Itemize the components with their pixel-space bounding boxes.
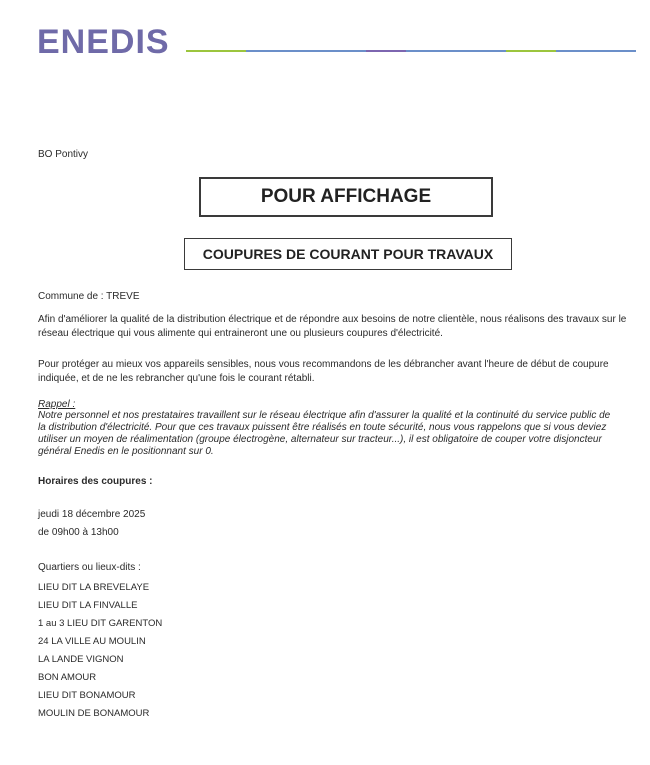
office-name: BO Pontivy [38,149,89,160]
enedis-logo [37,22,179,60]
outage-time: de 09h00 à 13h00 [38,527,119,538]
list-item: LIEU DIT LA FINVALLE [38,600,138,611]
notice-title: POUR AFFICHAGE [260,186,432,207]
places-list [38,579,162,723]
list-item: LIEU DIT LA BREVELAYE [38,582,150,593]
outage-date: jeudi 18 décembre 2025 [38,509,146,520]
list-item: MOULIN DE BONAMOUR [38,708,150,719]
svg-text:ENEDIS: ENEDIS [37,23,170,60]
list-item: LA LANDE VIGNON [38,654,124,665]
list-item: BON AMOUR [38,672,97,683]
horaires-title: Horaires des coupures : [38,476,153,487]
notice-title-box [199,177,493,217]
advice-paragraph: Pour protéger au mieux vos appareils sensibles, nous vous recommandons de les débrancher avant l'heure de début de coupure indiquée, et de ne les rebrancher qu'une fois le courant rétabli. [38,359,609,384]
intro-paragraph: Afin d'améliorer la qualité de la distribution électrique et de répondre aux besoins de notre clientèle, nous réalisons des travaux sur le réseau électrique qui vous alimente qui entraineront une ou plusieurs coupures d'électricité. [38,314,627,339]
commune: Commune de : TREVE [38,291,140,302]
quartiers-title: Quartiers ou lieux-dits : [38,562,141,573]
rappel-title: Rappel : [38,399,76,410]
list-item: LIEU DIT BONAMOUR [38,690,136,701]
notice-subtitle-box [184,238,512,270]
notice-subtitle: COUPURES DE COURANT POUR TRAVAUX [202,246,494,262]
rappel-body: Notre personnel et nos prestataires travaillent sur le réseau électrique afin d'assurer la qualité et la continuité du service public de la distribution d'électricité. Pour que ces travaux puissent être réalisés en toute sécurité, nous vous rappelons que si vous deviez utiliser un moyen de réalimentation (groupe électrogène, alternateur sur tracteur...), il est obligatoire de couper votre disjoncteur général Enedis en le positionnant sur 0. [38,410,611,457]
header-decorative-line [186,48,636,54]
list-item: 24 LA VILLE AU MOULIN [38,636,146,647]
list-item: 1 au 3 LIEU DIT GARENTON [38,618,163,629]
